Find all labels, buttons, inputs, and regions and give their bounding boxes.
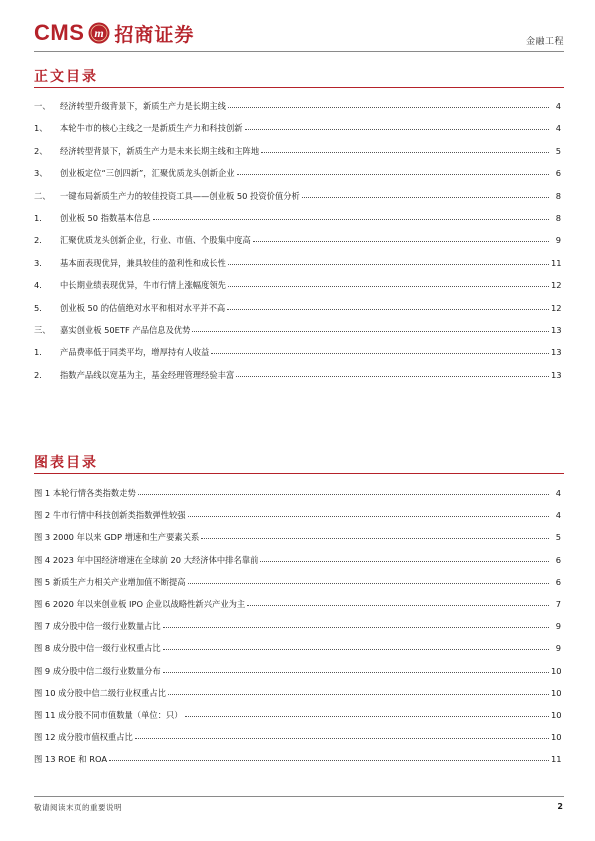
- toc-entry[interactable]: [34, 642, 561, 664]
- toc-entry-label: 汇聚优质龙头创新企业，行业、市值、个股集中度高: [60, 235, 251, 246]
- toc-entry-page: 9: [555, 643, 561, 654]
- toc-entry[interactable]: [34, 731, 561, 753]
- toc-entry-page: 13: [551, 324, 562, 335]
- toc-dot-leader: [237, 174, 549, 175]
- toc-entry-number: 1、: [34, 123, 48, 134]
- toc-entry-number: 4.: [34, 280, 42, 291]
- toc-entry-page: 13: [551, 347, 562, 358]
- toc-entry[interactable]: [34, 369, 561, 391]
- toc-entry-page: 4: [555, 123, 561, 134]
- toc-entry[interactable]: [34, 487, 561, 509]
- logo-chinese-name: 招商证券: [114, 23, 195, 46]
- toc-entry-label: 图 5 新质生产力相关产业增加值不断提高: [34, 576, 186, 587]
- toc-entry-number: 2.: [34, 369, 42, 380]
- toc-entry-page: 4: [555, 510, 561, 521]
- toc-dot-leader: [228, 107, 549, 108]
- toc-entry-page: 6: [555, 554, 561, 565]
- toc-dot-leader: [227, 309, 549, 310]
- toc-entry-page: 6: [555, 168, 561, 179]
- toc-entry[interactable]: [34, 257, 561, 279]
- toc-entry-number: 二、: [34, 190, 51, 201]
- toc-dot-leader: [168, 694, 549, 695]
- toc-entry-page: 8: [555, 212, 561, 223]
- toc-dot-leader: [201, 538, 549, 539]
- toc-dot-leader: [109, 760, 549, 761]
- report-category: 金融工程: [525, 37, 564, 47]
- toc-entry-label: 图 12 成分股市值权重占比: [34, 732, 133, 743]
- toc-entry-number: 1.: [34, 347, 42, 358]
- toc-dot-leader: [228, 264, 549, 265]
- toc-dot-leader: [211, 353, 549, 354]
- toc-entry-label: 图 9 成分股中信二级行业数量分布: [34, 665, 161, 676]
- toc-entry[interactable]: [34, 665, 561, 687]
- toc-entry-label: 图 13 ROE 和 ROA: [34, 754, 108, 765]
- toc-entry-page: 6: [555, 576, 561, 587]
- toc-entry-page: 9: [555, 621, 561, 632]
- toc-entry[interactable]: [34, 753, 561, 775]
- toc-entry-number: 一、: [34, 101, 51, 111]
- toc-entry-label: 指数产品线以宽基为主，基金经理管理经验丰富: [60, 369, 235, 380]
- toc-entry-page: 10: [551, 732, 562, 743]
- toc-entry-number: 1.: [34, 212, 42, 223]
- toc-dot-leader: [247, 605, 549, 606]
- toc-dot-leader: [185, 716, 549, 717]
- toc-entry[interactable]: [34, 234, 561, 256]
- toc-entry-label: 创业板定位“三创四新”，汇聚优质龙头创新企业: [60, 168, 235, 179]
- toc-entry[interactable]: [34, 709, 561, 731]
- toc-entry-number: 3.: [34, 257, 42, 268]
- toc-entry-page: 10: [551, 665, 562, 676]
- toc-entry-page: 5: [555, 145, 561, 156]
- toc-entry-label: 基本面表现优异，兼具较佳的盈利性和成长性: [60, 257, 226, 268]
- toc-entry-label: 图 8 成分股中信一级行业权重占比: [34, 643, 161, 654]
- toc-entry[interactable]: [34, 554, 561, 576]
- main-toc-title-underline: [34, 87, 564, 88]
- toc-entry-number: 2.: [34, 235, 42, 246]
- toc-entry[interactable]: [34, 346, 561, 368]
- toc-dot-leader: [236, 376, 549, 377]
- toc-dot-leader: [253, 241, 549, 242]
- logo-mark-icon: [88, 22, 110, 44]
- toc-entry-page: 11: [551, 257, 562, 268]
- toc-entry-label: 经济转型背景下，新质生产力是未来长期主线和主阵地: [60, 145, 260, 156]
- toc-entry-label: 图 6 2020 年以来创业板 IPO 企业以战略性新兴产业为主: [34, 598, 246, 609]
- disclaimer-note: 敬请阅读末页的重要说明: [34, 803, 122, 812]
- toc-entry-label: 图 1 本轮行情各类指数走势: [34, 488, 136, 498]
- toc-dot-leader: [163, 649, 549, 650]
- logo-text: CMS: [34, 20, 85, 45]
- toc-entry[interactable]: [34, 190, 561, 212]
- toc-entry-label: 一键布局新质生产力的较佳投资工具——创业板 50 投资价值分析: [60, 190, 300, 201]
- toc-entry-label: 创业板 50 的估值绝对水平和相对水平并不高: [60, 302, 226, 313]
- toc-entry-label: 本轮牛市的核心主线之一是新质生产力和科技创新: [60, 123, 243, 134]
- toc-entry-label: 图 7 成分股中信一级行业数量占比: [34, 621, 161, 632]
- toc-dot-leader: [135, 738, 549, 739]
- toc-dot-leader: [245, 129, 549, 130]
- toc-entry[interactable]: [34, 145, 561, 167]
- toc-entry-label: 产品费率低于同类平均，增厚持有人收益: [60, 347, 210, 358]
- toc-entry-page: 13: [551, 369, 562, 380]
- toc-dot-leader: [302, 197, 549, 198]
- toc-entry[interactable]: [34, 509, 561, 531]
- toc-dot-leader: [192, 331, 549, 332]
- toc-entry-label: 图 4 2023 年中国经济增速在全球前 20 大经济体中排名靠前: [34, 554, 259, 565]
- toc-entry-number: 3、: [34, 168, 48, 179]
- toc-entry-label: 经济转型升级背景下，新质生产力是长期主线: [60, 101, 226, 111]
- toc-entry[interactable]: [34, 279, 561, 301]
- toc-dot-leader: [163, 672, 549, 673]
- toc-entry-label: 图 3 2000 年以来 GDP 增速和生产要素关系: [34, 532, 200, 543]
- main-toc-title: 正文目录: [34, 69, 98, 85]
- toc-dot-leader: [261, 152, 549, 153]
- toc-dot-leader: [188, 583, 549, 584]
- toc-entry[interactable]: [34, 212, 561, 234]
- toc-entry[interactable]: [34, 531, 561, 553]
- toc-dot-leader: [260, 561, 549, 562]
- toc-entry-page: 4: [555, 101, 561, 111]
- figure-toc-title-underline: [34, 473, 564, 474]
- toc-entry[interactable]: [34, 302, 561, 324]
- toc-dot-leader: [153, 219, 549, 220]
- toc-entry-page: 10: [551, 709, 562, 720]
- toc-dot-leader: [163, 627, 549, 628]
- page-number: 2: [557, 802, 563, 811]
- toc-entry-page: 10: [551, 687, 562, 698]
- toc-entry-label: 中长期业绩表现优异，牛市行情上涨幅度领先: [60, 280, 226, 291]
- toc-entry-label: 图 2 牛市行情中科技创新类指数弹性较强: [34, 510, 186, 521]
- company-logo: [34, 18, 194, 48]
- toc-entry-number: 5.: [34, 302, 42, 313]
- toc-entry-page: 9: [555, 235, 561, 246]
- toc-entry[interactable]: [34, 598, 561, 620]
- svg-text:m: m: [94, 26, 105, 40]
- toc-entry-page: 12: [551, 280, 562, 291]
- toc-entry-label: 图 10 成分股中信二级行业权重占比: [34, 687, 166, 698]
- footer-divider: [34, 796, 564, 797]
- toc-entry-page: 8: [555, 190, 561, 201]
- toc-entry-page: 4: [555, 488, 561, 498]
- toc-entry-page: 12: [551, 302, 562, 313]
- header-divider: [34, 51, 564, 52]
- toc-entry[interactable]: [34, 167, 561, 189]
- toc-entry-page: 7: [555, 598, 561, 609]
- toc-entry[interactable]: [34, 620, 561, 642]
- toc-entry-number: 2、: [34, 145, 48, 156]
- toc-entry-label: 创业板 50 指数基本信息: [60, 212, 151, 223]
- figure-toc-title: 图表目录: [34, 455, 98, 471]
- page-header: [34, 18, 564, 52]
- toc-entry-label: 图 11 成分股不同市值数量（单位：只）: [34, 709, 183, 720]
- toc-entry-number: 三、: [34, 324, 51, 335]
- toc-dot-leader: [188, 516, 549, 517]
- toc-entry-page: 5: [555, 532, 561, 543]
- toc-entry[interactable]: [34, 100, 561, 122]
- toc-dot-leader: [228, 286, 549, 287]
- toc-entry[interactable]: [34, 687, 561, 709]
- toc-entry[interactable]: [34, 324, 561, 346]
- toc-entry[interactable]: [34, 576, 561, 598]
- toc-entry[interactable]: [34, 122, 561, 144]
- figure-toc-list: [34, 487, 561, 775]
- toc-dot-leader: [138, 494, 549, 495]
- toc-entry-page: 11: [551, 754, 562, 765]
- main-toc-list: [34, 100, 561, 391]
- toc-entry-label: 嘉实创业板 50ETF 产品信息及优势: [60, 324, 191, 335]
